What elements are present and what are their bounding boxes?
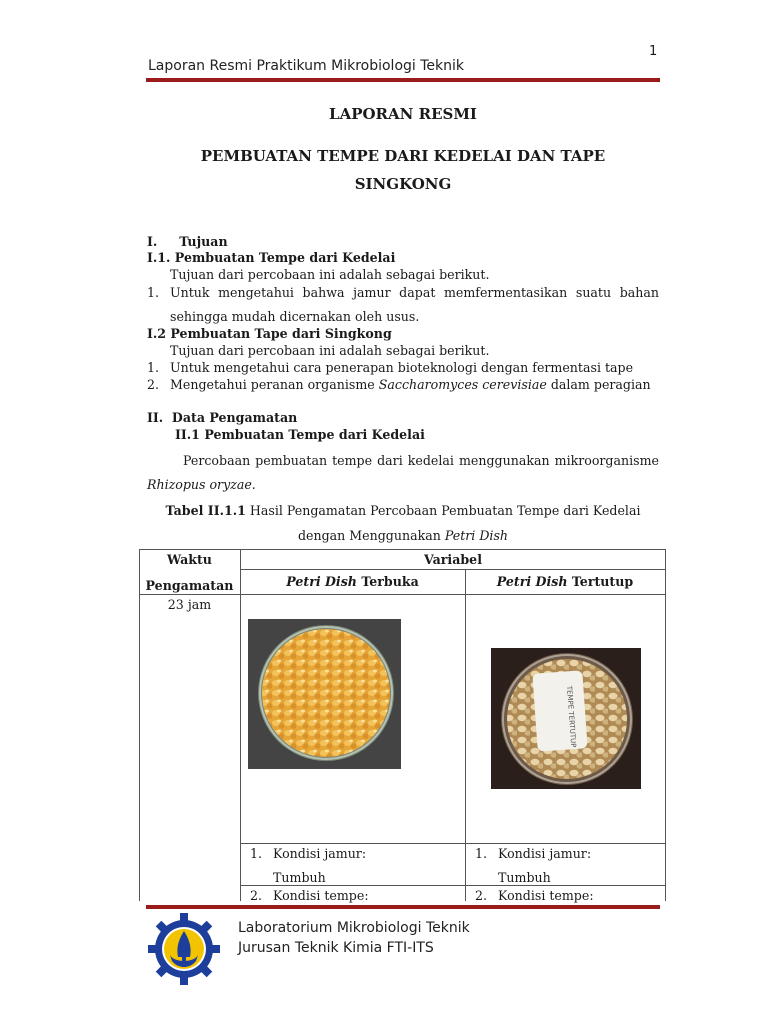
tape-goal-text-2-post: dalam peragian — [546, 377, 651, 392]
section-heading-data: II. Data Pengamatan — [147, 410, 298, 425]
report-subtitle-line2: SINGKONG — [354, 175, 452, 193]
organism-name: Saccharomyces cerevisiae — [378, 377, 547, 392]
section-heading-tujuan: I. Tujuan — [147, 234, 228, 249]
observation-time: 23 jam — [167, 597, 212, 612]
tape-intro: Tujuan dari percobaan ini adalah sebagai berikut. — [170, 343, 490, 358]
page-number: 1 — [649, 44, 658, 59]
table-caption-line2 — [146, 528, 660, 544]
obs-label: Kondisi tempe: — [273, 888, 369, 903]
header-petri-terbuka-rest: Terbuka — [356, 574, 419, 589]
list-number: 1. — [147, 285, 160, 300]
list-number: 1. — [475, 846, 488, 861]
obs-tertutup-jamur — [475, 846, 591, 861]
obs-terbuka-jamur-value: Tumbuh — [273, 870, 326, 885]
list-number: 1. — [250, 846, 263, 861]
header-petri-tertutup-italic: Petri Dish — [496, 574, 568, 589]
obs-terbuka-jamur — [250, 846, 366, 861]
tape-goal-text-2-pre: Mengetahui peranan organisme — [170, 377, 379, 392]
tempe-intro: Tujuan dari percobaan ini adalah sebagai berikut. — [170, 267, 490, 282]
list-number: 1. — [147, 360, 160, 375]
its-logo-icon — [146, 911, 222, 987]
tape-goal-item-2 — [147, 377, 659, 393]
header-petri-terbuka-italic: Petri Dish — [286, 574, 357, 589]
footer-lab-name: Laboratorium Mikrobiologi Teknik — [238, 920, 470, 936]
petri-dish-tertutup-photo — [491, 648, 641, 789]
header-waktu: Waktu — [167, 552, 212, 567]
header-variabel: Variabel — [424, 552, 482, 567]
report-subtitle-line1: PEMBUATAN TEMPE DARI KEDELAI DAN TAPE — [200, 147, 606, 165]
obs-label: Kondisi tempe: — [498, 888, 594, 903]
subsection-heading-tempe: I.1. Pembuatan Tempe dari Kedelai — [147, 250, 396, 265]
footer-rule — [146, 905, 660, 909]
obs-label: Kondisi jamur: — [498, 846, 592, 861]
table-caption-text2: dengan Menggunakan — [297, 528, 445, 543]
subsection-heading-data-tempe: II.1 Pembuatan Tempe dari Kedelai — [175, 427, 425, 442]
table-caption-italic: Petri Dish — [444, 528, 509, 543]
header-petri-tertutup-rest: Tertutup — [567, 574, 634, 589]
observation-table — [139, 549, 666, 901]
tape-goal-text-1: Untuk mengetahui cara penerapan bioteknologi dengan fermentasi tape — [170, 360, 634, 375]
list-number: 2. — [475, 888, 488, 903]
table-caption-label: Tabel II.1.1 — [165, 503, 246, 518]
obs-terbuka-tempe — [250, 888, 369, 903]
photo-label-text: TEMPE TERTUTUP — [565, 685, 578, 748]
report-title: LAPORAN RESMI — [329, 105, 477, 123]
table-caption-text: Hasil Pengamatan Percobaan Pembuatan Tempe dari Kedelai — [245, 503, 641, 518]
paragraph-line1 — [183, 453, 659, 469]
footer-department: Jurusan Teknik Kimia FTI-ITS — [238, 940, 434, 956]
petri-dish-terbuka-photo — [248, 619, 401, 769]
header-rule — [146, 78, 660, 82]
paragraph-line2: Rhizopus oryzae. — [147, 477, 256, 492]
header-petri-tertutup — [465, 574, 665, 589]
header-title: Laporan Resmi Praktikum Mikrobiologi Teknik — [148, 58, 465, 74]
tempe-goal-text-line2: sehingga mudah dicernakan oleh usus. — [170, 309, 420, 324]
tempe-goal-item-1 — [147, 285, 659, 301]
paragraph-text-line1: Percobaan pembuatan tempe dari kedelai menggunakan mikroorganisme — [183, 453, 659, 468]
header-petri-terbuka — [240, 574, 465, 589]
obs-label: Kondisi jamur: — [273, 846, 367, 861]
header-pengamatan: Pengamatan — [145, 578, 234, 593]
tape-goal-item-1 — [147, 360, 659, 376]
table-caption-line1 — [146, 503, 660, 519]
tempe-goal-text-line1: Untuk mengetahui bahwa jamur dapat memfermentasikan suatu bahan — [170, 285, 659, 300]
obs-tertutup-tempe — [475, 888, 594, 903]
obs-tertutup-jamur-value: Tumbuh — [498, 870, 551, 885]
list-number: 2. — [250, 888, 263, 903]
subsection-heading-tape: I.2 Pembuatan Tape dari Singkong — [147, 326, 392, 341]
list-number: 2. — [147, 377, 160, 392]
